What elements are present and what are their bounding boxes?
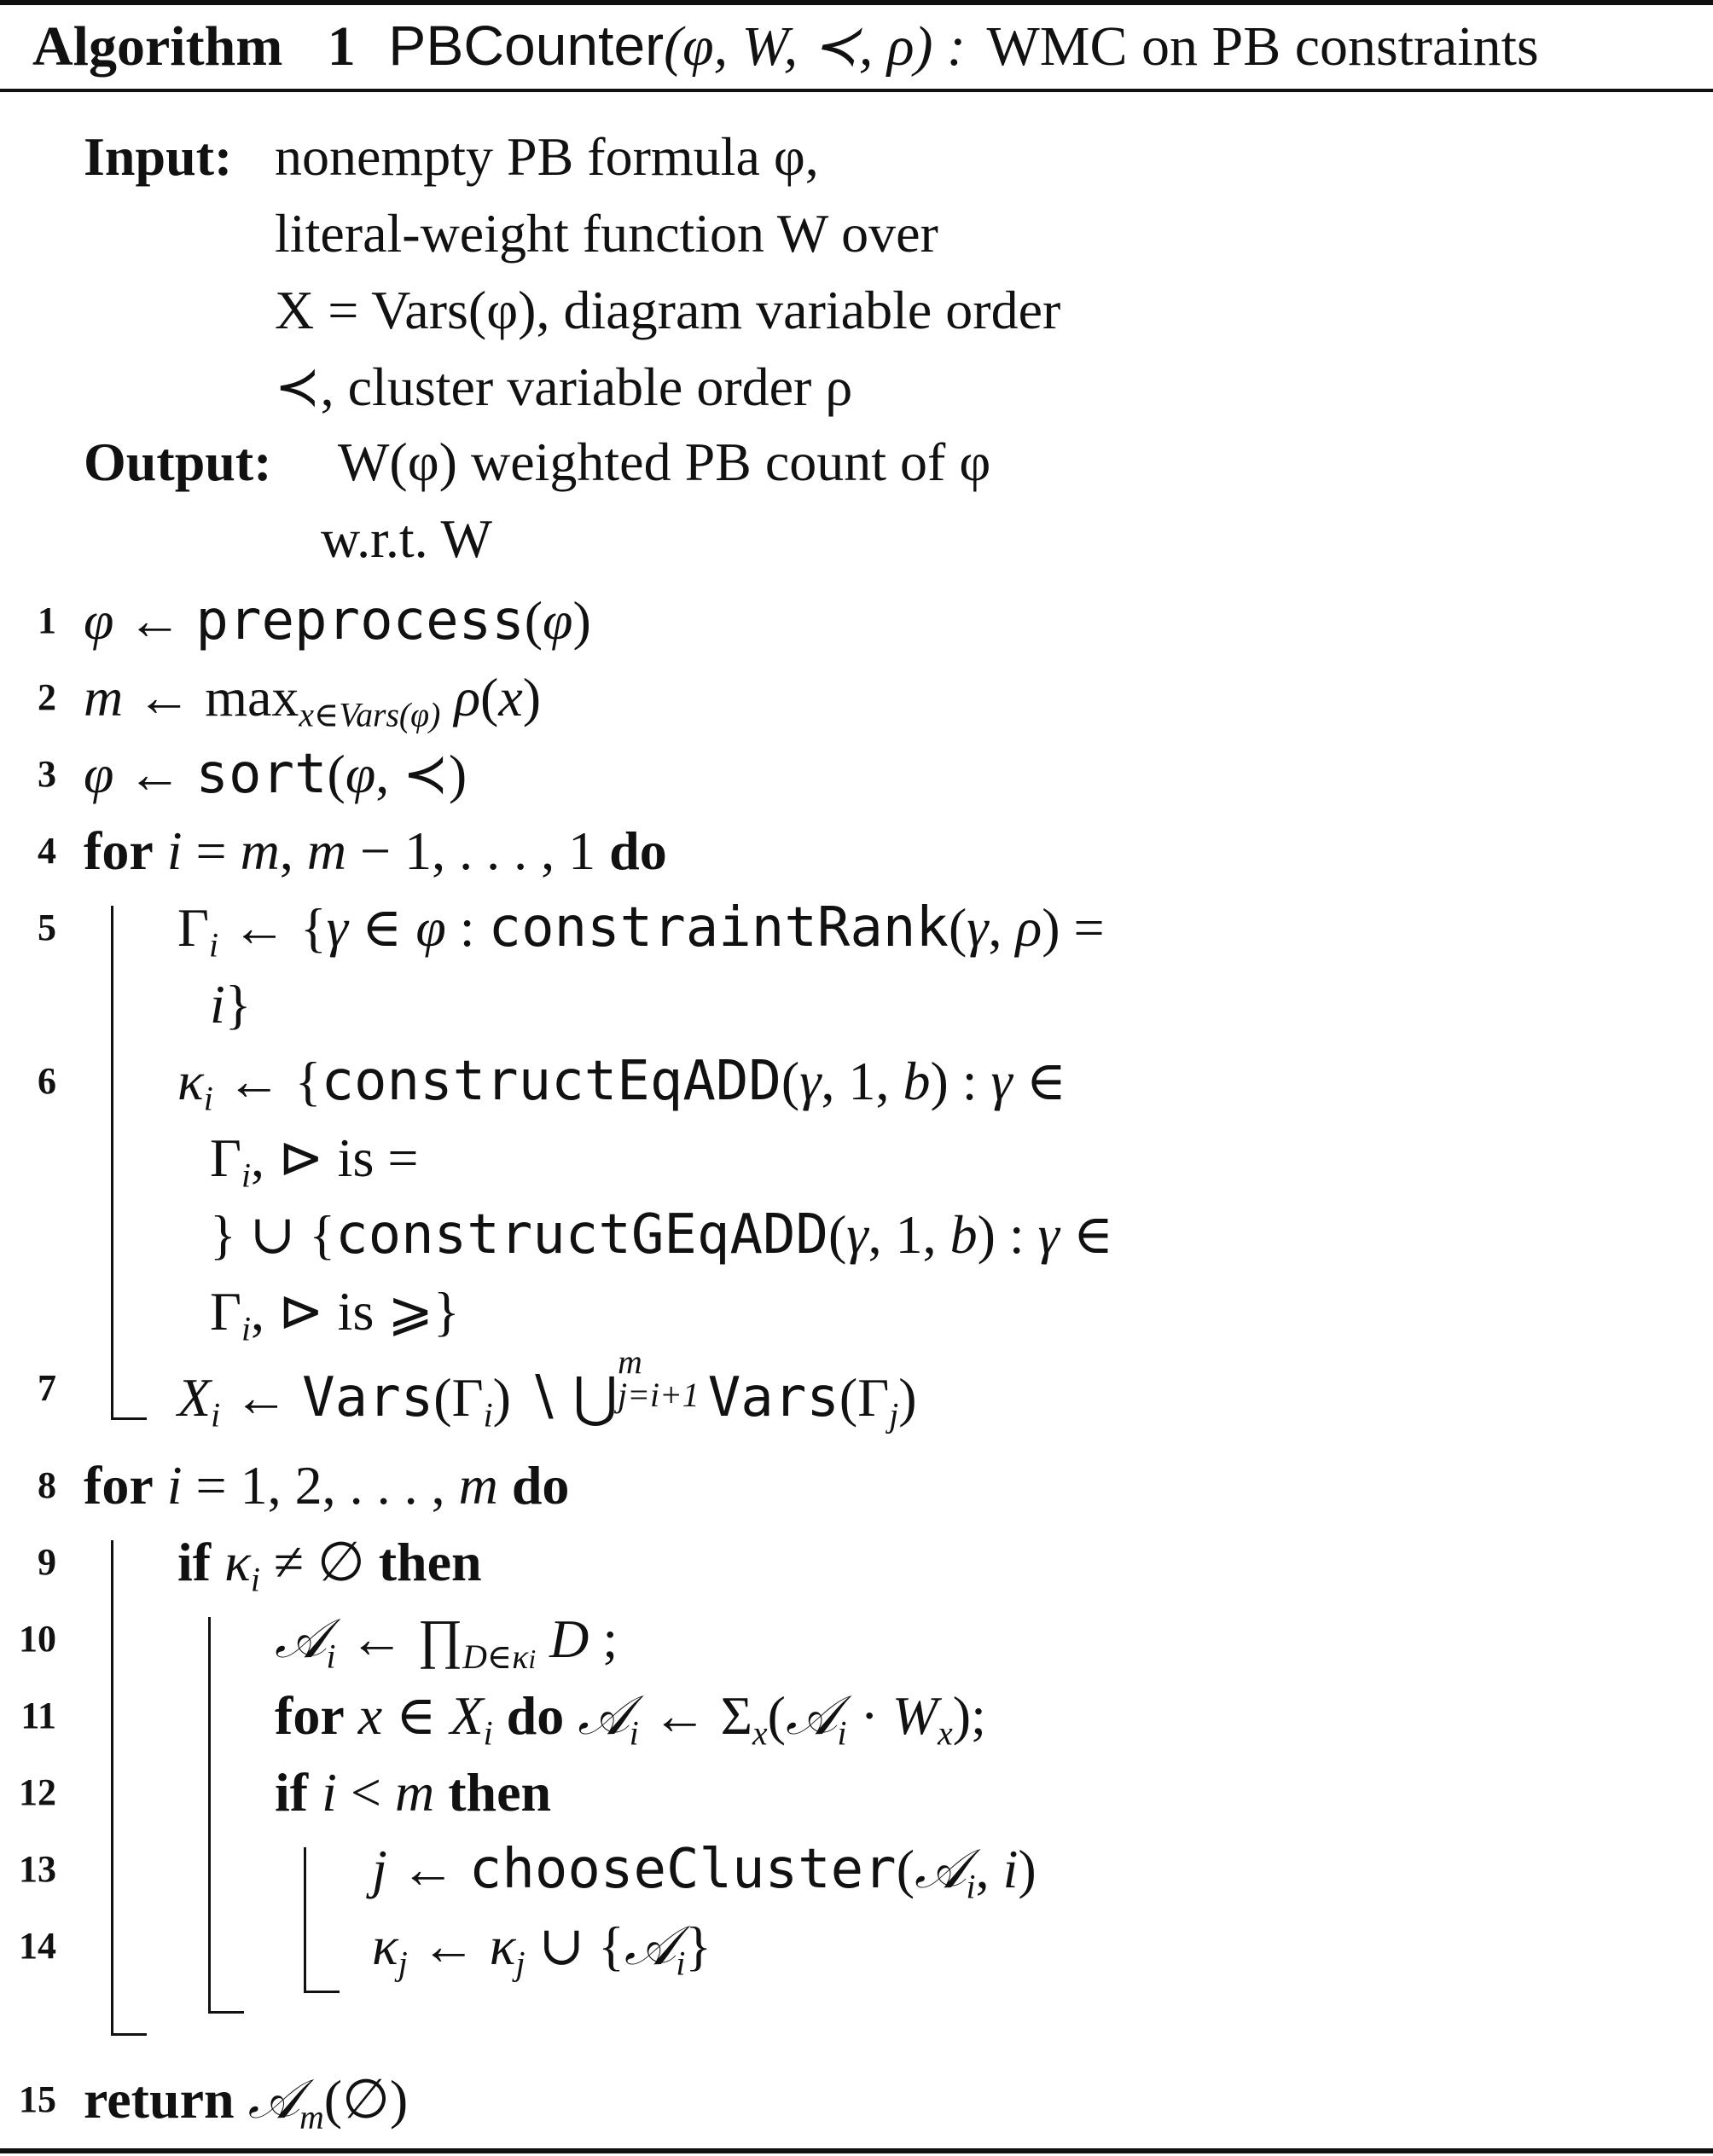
kw-for: for — [84, 1455, 154, 1516]
kw-if: if — [275, 1762, 309, 1823]
fn-max: max — [205, 667, 299, 727]
kw-do: do — [506, 1685, 565, 1746]
block-bar-if1 — [208, 1617, 211, 2013]
block-end-loop1 — [111, 1417, 147, 1420]
step-9: if $\kappa_i$ ≠ ∅ then — [177, 1532, 482, 1599]
step-1: φ ← preprocess(φ) — [84, 589, 591, 652]
line-number: 3 — [38, 753, 56, 795]
block-bar-loop2 — [111, 1540, 113, 2035]
fn-preprocess: preprocess — [195, 589, 525, 652]
kw-return: return — [84, 2069, 235, 2130]
step-15: return 𝒜$_m$(∅) — [84, 2069, 409, 2136]
output-line-1: W(φ) weighted PB count of φ — [338, 432, 991, 492]
kw-then: then — [448, 1762, 552, 1823]
input-line-2: literal-weight function W over — [275, 203, 938, 264]
block-end-loop2 — [111, 2033, 147, 2036]
kw-then: then — [378, 1532, 482, 1592]
line-number: 4 — [38, 830, 56, 872]
step-8: for i = 1, 2, . . . , m do — [84, 1455, 570, 1516]
output-label: Output: — [84, 432, 272, 492]
step-7: $X_i$ ← $Vars(\Gamma_i)$ ∖ ⋃ m j=i+1 $Vars(\Gamma_j)$ — [177, 1343, 917, 1434]
step-11: for x ∈ $X_i$ do 𝒜$_i$ ← $\Sigma_x(𝒜_i \cdot W_x)$; — [275, 1685, 986, 1753]
step-5-cont: i} — [210, 974, 252, 1035]
kw-if: if — [177, 1532, 212, 1592]
line-number: 8 — [38, 1464, 56, 1506]
line-number: 2 — [38, 676, 56, 718]
caption-name: PBCounter — [388, 14, 665, 77]
step-10: 𝒜$_i$ ← $\prod_{D\in\kappa i}$ D ; — [275, 1608, 618, 1676]
line-number: 5 — [38, 907, 56, 948]
kw-for: for — [84, 820, 154, 881]
caption-rule — [0, 89, 1713, 92]
line-number: 6 — [38, 1060, 56, 1102]
block-bar-if2 — [304, 1847, 306, 1992]
line-number: 14 — [19, 1925, 56, 1967]
block-end-if1 — [208, 2011, 244, 2014]
fn-construct-eq-add: constructEqADD — [321, 1050, 781, 1113]
caption-label: Algorithm — [32, 15, 283, 78]
block-end-if2 — [304, 1991, 340, 1993]
line-number: 1 — [38, 600, 56, 641]
input-label: Input: — [84, 126, 233, 187]
step-12: if i < m then — [275, 1762, 552, 1823]
step-14: $\kappa_j$ ← $\kappa_j$ ∪ {𝒜$_i$} — [372, 1915, 712, 1983]
block-bar-loop1 — [111, 906, 113, 1419]
line-number: 7 — [38, 1367, 56, 1409]
fn-vars: Vars — [707, 1366, 839, 1429]
step-3: φ ← sort(φ, ≺) — [84, 743, 467, 806]
line-number: 10 — [19, 1618, 56, 1660]
line-number: 12 — [19, 1771, 56, 1813]
line-number: 9 — [38, 1541, 56, 1583]
kw-do: do — [609, 820, 667, 881]
step-4: for i = m, m − 1, . . . , 1 do — [84, 820, 667, 881]
fn-choose-cluster: chooseCluster — [468, 1838, 897, 1901]
bottom-rule — [0, 2148, 1713, 2153]
line-number: 15 — [19, 2078, 56, 2120]
fn-constraint-rank: constraintRank — [488, 896, 949, 959]
caption-description: WMC on PB constraints — [986, 15, 1539, 78]
step-13: j ← chooseCluster(𝒜$_i$, i) — [372, 1838, 1037, 1906]
fn-construct-geq-add: constructGEqADD — [335, 1203, 829, 1266]
caption-signature: (φ, W, ≺, ρ) : — [664, 15, 967, 78]
step-6: $\kappa_i$ ← {constructEqADD(γ, 1, b) : γ ∈ — [177, 1050, 1067, 1118]
fn-sort: sort — [195, 743, 328, 806]
output-line-2: w.r.t. W — [321, 508, 492, 569]
step-2: m ← $\max_{x\in Vars(\varphi)} \rho(x)$ — [84, 667, 542, 734]
step-6-cont-1: $\Gamma_i$, ⊳ is = — [210, 1127, 419, 1195]
input-line-1: nonempty PB formula φ, — [275, 126, 819, 187]
line-number: 13 — [19, 1848, 56, 1890]
line-number: 11 — [20, 1695, 56, 1736]
step-6-cont-2: } ∪ {constructGEqADD(γ, 1, b) : γ ∈ — [210, 1203, 1114, 1266]
input-line-3: X = Vars(φ), diagram variable order — [275, 280, 1061, 340]
fn-vars: Vars — [302, 1366, 434, 1429]
caption-number: 1 — [327, 15, 356, 78]
step-5: $\Gamma_i$ ← {γ ∈ φ : constraintRank(γ, ρ) = — [177, 896, 1105, 965]
step-6-cont-3: $\Gamma_i$, ⊳ is ⩾} — [210, 1281, 460, 1348]
top-rule — [0, 0, 1713, 5]
kw-do: do — [511, 1455, 570, 1516]
algorithm-caption — [32, 14, 1539, 78]
input-line-4: ≺, cluster variable order ρ — [275, 356, 853, 417]
kw-for: for — [275, 1685, 345, 1746]
